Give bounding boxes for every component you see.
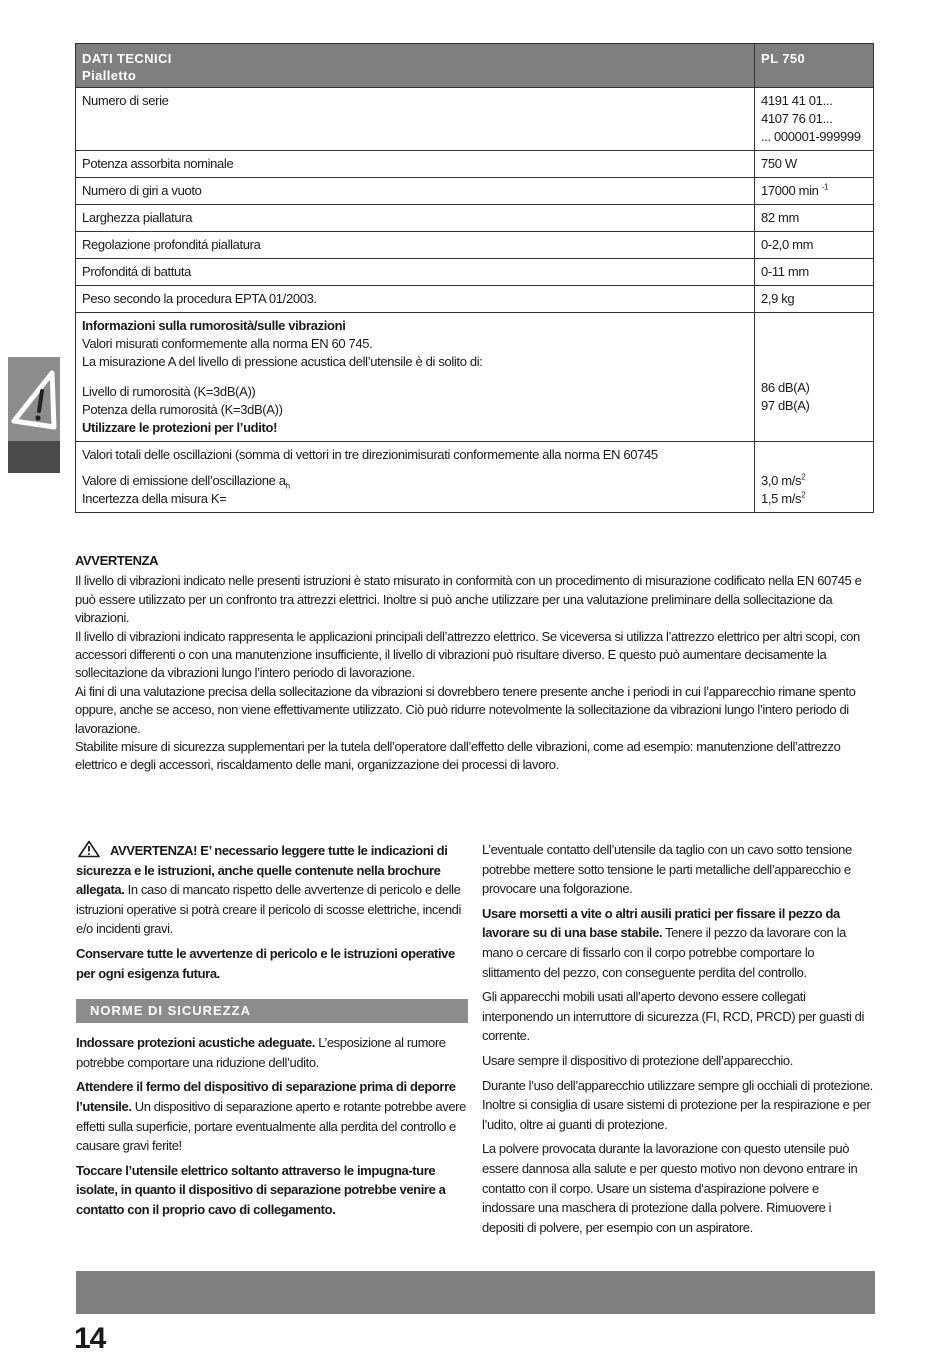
noise-power-label: Potenza della rumorosità (K=3dB(A))	[82, 402, 283, 417]
emission-value-text: 3,0 m/s	[761, 473, 802, 488]
serial-line-1: 4191 41 01...	[761, 93, 833, 108]
spec-value	[755, 88, 874, 151]
spec-label: Numero di giri a vuoto	[76, 178, 755, 205]
safety-paragraph-text: Tenere il pezzo da lavorare con la mano o cercare di fissarlo con il corpo potrebbe comportare lo slittamento del pezzo, con conseguente perdita del controllo.	[482, 925, 846, 980]
spacer	[761, 446, 867, 472]
noise-line2: La misurazione A del livello di pressione acustica dell’utensile è di solito di:	[82, 354, 483, 369]
noise-title: Informazioni sulla rumorosità/sulle vibrazioni	[82, 318, 346, 333]
uncertainty-value-text: 1,5 m/s	[761, 491, 802, 506]
safety-paragraph-text: Un dispositivo di separazione aperto e rotante potrebbe avere effetti sulla superficie, portare eventualmente alla perdita del controllo e causare gravi ferite!	[76, 1098, 466, 1154]
warning-paragraph: Ai fini di una valutazione precisa della sollecitazione da vibrazioni si dovrebbero tenere presente anche i periodi in cui l’apparecchio rimane spento oppure, anche se acceso, non viene effettivamente utilizzato. Ciò può ridurre notevolmente la sollecitazione da vibrazioni lungo l’intero periodo di lavorazione.	[75, 683, 856, 736]
spec-row-power	[76, 151, 874, 178]
keep-instructions-note: Conservare tutte le avvertenze di pericolo e le istruzioni operative per ogni esigenza futura.	[76, 945, 455, 981]
emission-subscript: h	[285, 481, 290, 491]
spec-label: Numero di serie	[76, 88, 755, 151]
vibration-uncertainty-value	[761, 490, 867, 508]
spec-row-speed	[76, 178, 874, 205]
safety-paragraph-bold: Attendere il fermo del dispositivo di separazione prima di deporre l’utensile.	[76, 1079, 456, 1114]
side-warning-tab-panel	[8, 357, 60, 441]
page-number: 14	[74, 1322, 106, 1355]
vibration-info	[76, 442, 755, 513]
vibration-line1: Valori totali delle oscillazioni (somma di vettori in tre direzionimisurati conformemente alla norma EN 60745	[82, 447, 658, 462]
spec-label: Profonditá di battuta	[76, 259, 755, 286]
vibration-warning-title: AVVERTENZA	[75, 553, 159, 568]
safety-rules-heading: NORME DI SICUREZZA	[76, 999, 468, 1023]
read-instructions-bold: AVVERTENZA! E’ necessario leggere tutte le indicazioni di sicurezza e le istruzioni, anche quelle contenute nella brochure allegata.	[76, 843, 448, 898]
read-instructions-warning	[76, 840, 468, 939]
unit-exponent: 2	[801, 490, 806, 500]
vibration-emission-value	[761, 472, 867, 490]
footer-bar	[76, 1271, 875, 1314]
spec-label: Larghezza piallatura	[76, 205, 755, 232]
spec-label: Potenza assorbita nominale	[76, 151, 755, 178]
noise-level-value: 86 dB(A)	[761, 380, 810, 395]
emission-label-text: Valore di emissione dell’oscillazione a	[82, 473, 286, 488]
spec-row-depth-adjust	[76, 232, 874, 259]
spec-row-weight	[76, 286, 874, 313]
warning-paragraph: Stabilite misure di sicurezza supplementari per la tutela dell’operatore dall’effetto delle vibrazioni, come ad esempio: manutenzione dell’attrezzo elettrico e degli accessori, riscaldamento delle mani, organizzazione dei processi di lavoro.	[75, 739, 841, 773]
noise-info	[76, 313, 755, 442]
safety-paragraph-bold: Indossare protezioni acustiche adeguate.	[76, 1035, 316, 1051]
spacer	[82, 464, 748, 472]
safety-paragraph: Usare sempre il dispositivo di protezione dell’apparecchio.	[482, 1052, 793, 1068]
safety-paragraph	[482, 904, 874, 982]
hearing-protection-note: Utilizzare le protezioni per l’udito!	[82, 420, 278, 435]
spec-header-model: PL 750	[755, 44, 874, 88]
safety-paragraph	[76, 1077, 468, 1155]
spec-value: 2,9 kg	[755, 286, 874, 313]
warning-paragraph: Il livello di vibrazioni indicato nelle presenti istruzioni è stato misurato in conformità con un procedimento di misurazione codificato nella EN 60745 e può essere utilizzato per un confronto tra attrezzi elettrici. Inoltre si può anche utilizzare per una valutazione preliminare della sollecitazione da vibrazioni.	[75, 573, 862, 626]
spec-label: Regolazione profonditá piallatura	[76, 232, 755, 259]
spec-value: 82 mm	[755, 205, 874, 232]
read-instructions-text: In caso di mancato rispetto delle avvertenze di pericolo e delle istruzioni operative si potrà creare il pericolo di scosse elettriche, incendi e/o incidenti gravi.	[76, 882, 461, 937]
unit-exponent: 2	[801, 472, 806, 482]
spec-row-noise	[76, 313, 874, 442]
spec-label: Peso secondo la procedura EPTA 01/2003.	[76, 286, 755, 313]
serial-line-2: 4107 76 01...	[761, 111, 833, 126]
spec-value: 0-11 mm	[755, 259, 874, 286]
warning-triangle-icon	[8, 357, 60, 441]
spec-value	[755, 178, 874, 205]
noise-values	[755, 313, 874, 442]
right-column	[482, 840, 874, 1242]
spec-row-width	[76, 205, 874, 232]
vibration-values	[755, 442, 874, 513]
spec-table	[75, 43, 874, 513]
warning-paragraph: Il livello di vibrazioni indicato rappresenta le applicazioni principali dell’attrezzo elettrico. Se viceversa si utilizza l’attrezzo elettrico per altri scopi, con accessori differenti o con una manutenzione insufficiente, il livello di vibrazioni può risultare diverso. E questo può aumentare decisamente la sollecitazione da vibrazioni lungo l’intero periodo di lavorazione.	[75, 628, 860, 681]
safety-paragraph-text: L’esposizione al rumore potrebbe comportare una riduzione dell’udito.	[76, 1035, 446, 1070]
spec-value: 750 W	[755, 151, 874, 178]
noise-level-label: Livello di rumorosità (K=3dB(A))	[82, 384, 256, 399]
speed-unit-exponent: -1	[821, 182, 829, 192]
vibration-emission-label	[82, 472, 748, 490]
safety-paragraph: Gli apparecchi mobili usati all’aperto devono essere collegati interponendo un interruttore di sicurezza (FI, RCD, PRCD) per guasti di corrente.	[482, 989, 864, 1044]
serial-line-3: ... 000001-999999	[761, 129, 861, 144]
side-warning-tab	[8, 357, 60, 473]
safety-paragraph	[76, 1033, 468, 1072]
spec-header-title-line2: Pialletto	[82, 68, 137, 83]
spec-row-serial	[76, 88, 874, 151]
vibration-warning-section	[75, 552, 875, 775]
noise-line1: Valori misurati conformemente alla norma EN 60 745.	[82, 336, 373, 351]
spec-table-header	[76, 44, 874, 88]
vibration-uncertainty-label: Incertezza della misura K=	[82, 491, 227, 506]
spacer	[761, 317, 867, 379]
spec-value: 0-2,0 mm	[755, 232, 874, 259]
safety-paragraph-bold: Usare morsetti a vite o altri ausili pratici per fissare il pezzo da lavorare su di una base stabile.	[482, 905, 840, 941]
safety-paragraph: La polvere provocata durante la lavorazione con questo utensile può essere dannosa alla salute e per questo motivo non devono entrare in contatto con il corpo. Usare un sistema d‘aspirazione polvere e indossare una maschera di protezione dalla polvere. Rimuovere i depositi di polvere, per esempio con un aspiratore.	[482, 1141, 858, 1235]
noise-power-value: 97 dB(A)	[761, 398, 810, 413]
safety-paragraph: L’eventuale contatto dell’utensile da taglio con un cavo sotto tensione potrebbe mettere sotto tensione le parti metalliche dell’apparecchio e provocare una folgorazione.	[482, 842, 852, 897]
warning-triangle-icon	[78, 840, 100, 858]
spec-row-vibration	[76, 442, 874, 513]
safety-paragraph: Toccare l’utensile elettrico soltanto attraverso le impugna-ture isolate, in quanto il dispositivo di separazione potrebbe venire a contatto con il proprio cavo di collegamento.	[76, 1162, 446, 1217]
spacer	[82, 371, 748, 383]
spec-header-title-line1: DATI TECNICI	[82, 51, 172, 66]
speed-value: 17000 min	[761, 183, 819, 198]
spec-row-rebate-depth	[76, 259, 874, 286]
safety-paragraph: Durante l’uso dell’apparecchio utilizzare sempre gli occhiali di protezione. Inoltre si consiglia di usare sistemi di protezione per la respirazione e per l’udito, oltre ai guanti di protezione.	[482, 1077, 873, 1132]
spec-header-title	[76, 44, 755, 88]
left-column	[76, 840, 468, 1225]
